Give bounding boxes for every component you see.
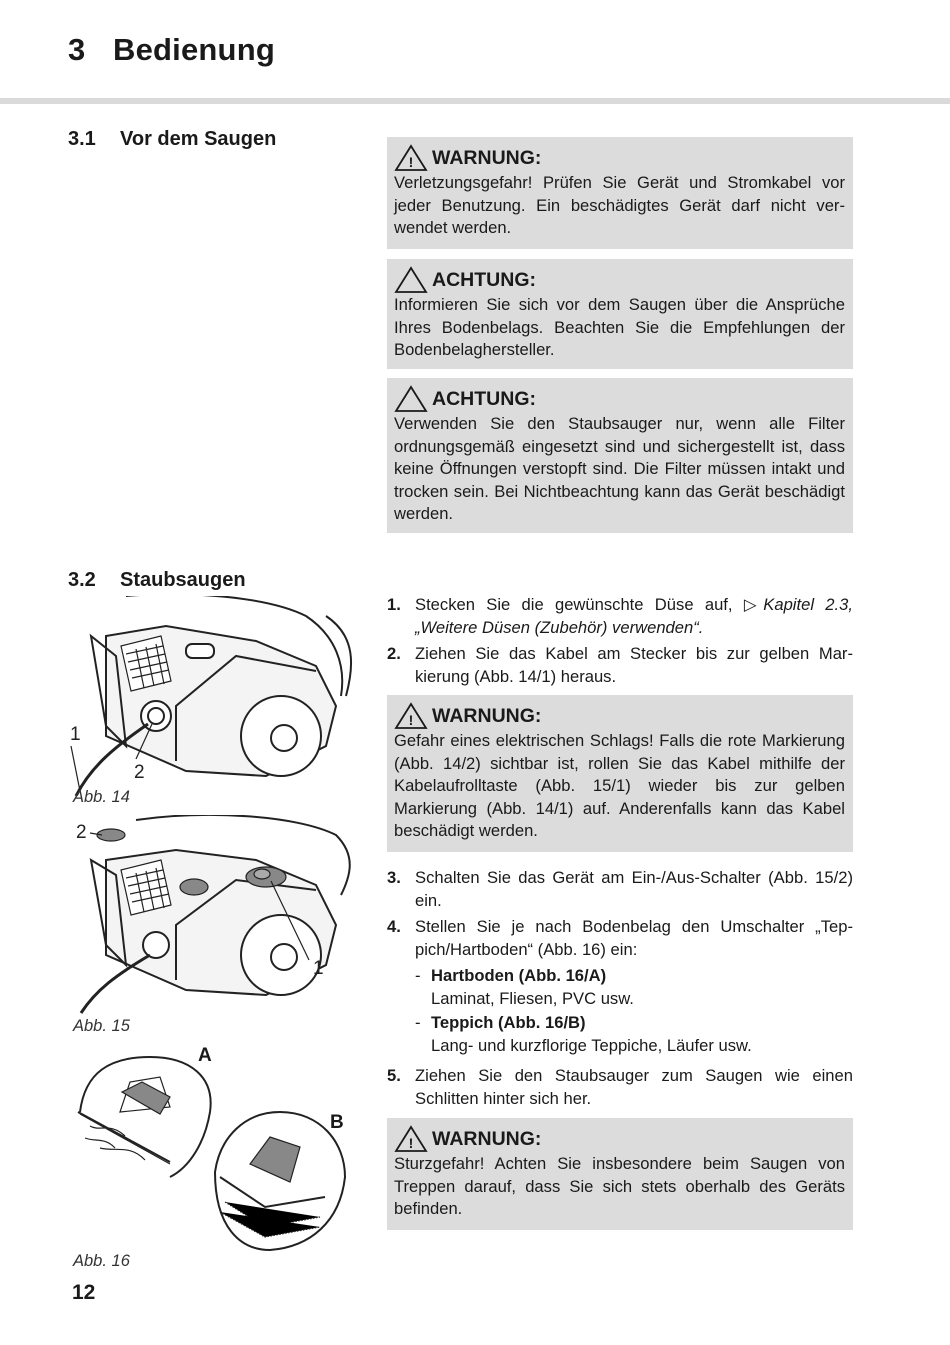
warning-box (387, 1118, 853, 1230)
step-number: 2. (387, 644, 401, 663)
cross-reference-link[interactable]: Kapitel 2.3, „Weitere Düsen (Zubehör) verwenden“. (415, 595, 853, 637)
warning-triangle-icon (394, 1125, 428, 1153)
callout-label: 2 (76, 822, 87, 843)
warning-text: Sturzgefahr! Achten Sie insbesondere beim Saugen von Treppen darauf, dass Sie sich stets oberhalb des Geräts befinden. (394, 1154, 845, 1218)
step-list (387, 594, 853, 688)
svg-text:!: ! (408, 712, 414, 728)
figure-label-a: A (198, 1045, 212, 1066)
section-3-1-title (68, 128, 276, 151)
warning-text: Gefahr eines elektrischen Schlags! Falls die rote Markierung (Abb. 14/2) sichtbar ist, rollen Sie das Kabel mithilfe der Kabelaufrolltaste (Abb. 15/1) wieder bis zur gelben Markierung (Abb. 14/1) auf. Anderenfalls kann das Kabel beschädigt werden. (394, 731, 845, 840)
warning-triangle-icon (394, 266, 428, 294)
section-title-text: Vor dem Saugen (120, 128, 277, 150)
warning-label: WARNUNG: (432, 1127, 542, 1150)
figure-caption: Abb. 15 (73, 1017, 130, 1035)
step-text: Schalten Sie das Gerät am Ein-/Aus-Schalter (Abb. 15/2) ein. (415, 868, 853, 910)
callout-label: 1 (313, 958, 324, 979)
figure-15-vacuum-switches (66, 815, 356, 1015)
step-text: Ziehen Sie den Staubsauger zum Saugen wie einen Schlitten hinter sich her. (415, 1066, 853, 1108)
list-item (387, 643, 853, 688)
warning-triangle-icon (394, 702, 428, 730)
chapter-number: 3 (68, 32, 86, 67)
warning-box (387, 137, 853, 249)
step-number: 5. (387, 1066, 401, 1085)
svg-text:!: ! (408, 154, 414, 170)
step-number: 4. (387, 917, 401, 936)
figure-caption: Abb. 14 (73, 788, 130, 806)
figure-16-floor-nozzle (70, 1052, 355, 1252)
figure-caption: Abb. 16 (73, 1252, 130, 1270)
svg-text:!: ! (408, 1135, 414, 1151)
step-text: Stecken Sie die gewünschte Düse auf, (415, 595, 733, 614)
callout-label: 2 (134, 762, 145, 783)
step-list (387, 867, 853, 1110)
figure-14-vacuum-cable (66, 596, 356, 796)
header-rule (0, 98, 950, 104)
warning-text: Verletzungsgefahr! Prüfen Sie Gerät und Stromkabel vor jeder Benutzung. Ein beschädigtes Gerät darf nicht verwendet werden. (394, 173, 845, 237)
cross-reference-arrow-icon: ▷ (743, 595, 764, 614)
section-number: 3.2 (68, 569, 96, 591)
chapter-title (68, 32, 275, 68)
caution-text: Verwenden Sie den Staubsauger nur, wenn alle Filter ordnungsgemäß eingesetzt sind und sichergestellt ist, dass keine Öffnungen verstopft sind. Die Filter müssen intakt und trocken sein. Bei Nichtbeachtung kann das Gerät beschädigt werden. (394, 414, 845, 523)
bullet-dash: - (415, 1013, 421, 1032)
step-text: Ziehen Sie das Kabel am Stecker bis zur gelben Markierung (Abb. 14/1) heraus. (415, 644, 853, 686)
caution-box (387, 259, 853, 369)
chapter-title-text: Bedienung (113, 32, 275, 67)
step-number: 1. (387, 595, 401, 614)
option-title: Hartboden (Abb. 16/A) (431, 966, 607, 985)
sub-list-item (415, 965, 853, 1010)
step-number: 3. (387, 868, 401, 887)
section-3-2-title (68, 569, 246, 592)
section-number: 3.1 (68, 128, 96, 150)
callout-label: 1 (70, 724, 81, 745)
caution-label: ACHTUNG: (432, 268, 536, 291)
list-item (387, 594, 853, 639)
option-text: Lang- und kurzflorige Teppiche, Läufer usw. (431, 1035, 752, 1055)
warning-label: WARNUNG: (432, 704, 542, 727)
option-text: Laminat, Fliesen, PVC usw. (431, 988, 634, 1008)
section-title-text: Staubsaugen (120, 569, 246, 591)
option-title: Teppich (Abb. 16/B) (431, 1013, 586, 1032)
caution-text: Informieren Sie sich vor dem Saugen über die Ansprüche Ihres Bodenbelags. Beachten Sie die Empfehlungen der Bodenbelaghersteller. (394, 295, 845, 359)
bullet-dash: - (415, 966, 421, 985)
warning-triangle-icon (394, 385, 428, 413)
figure-label-b: B (330, 1112, 344, 1133)
caution-label: ACHTUNG: (432, 387, 536, 410)
warning-label: WARNUNG: (432, 146, 542, 169)
list-item (387, 916, 853, 961)
page-number: 12 (72, 1281, 96, 1304)
step-text: Stellen Sie je nach Bodenbelag den Umschalter „Teppich/Hartboden“ (Abb. 16) ein: (415, 917, 853, 959)
caution-box (387, 378, 853, 533)
list-item (387, 867, 853, 912)
warning-triangle-icon (394, 144, 428, 172)
sub-list-item (415, 1012, 853, 1057)
warning-box (387, 695, 853, 852)
list-item (387, 1065, 853, 1110)
